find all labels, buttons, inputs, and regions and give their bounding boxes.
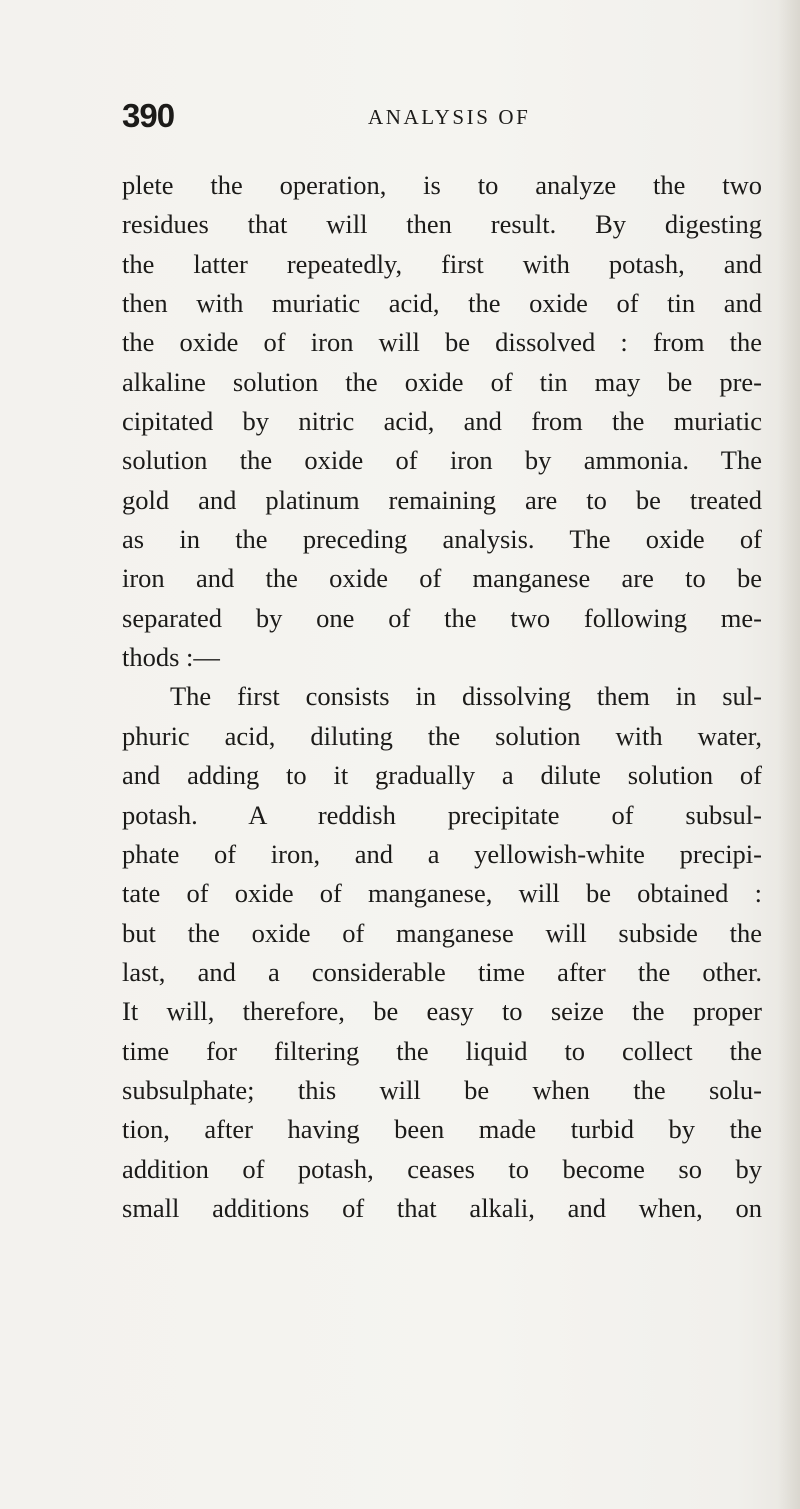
text-line: phuric acid, diluting the solution with water,: [122, 720, 762, 751]
page-number: 390: [122, 97, 175, 134]
body-text: [122, 166, 762, 1228]
text-line: thods :—: [122, 642, 220, 673]
text-line: tion, after having been made turbid by the: [122, 1114, 762, 1145]
text-line: but the oxide of manganese will subside the: [122, 917, 762, 948]
text-line: iron and the oxide of manganese are to be: [122, 563, 762, 594]
text-line: It will, therefore, be easy to seize the proper: [122, 996, 762, 1027]
text-line: plete the operation, is to analyze the two: [122, 170, 762, 200]
text-line: solution the oxide of iron by ammonia. The: [122, 445, 762, 476]
text-line: the oxide of iron will be dissolved : from the: [122, 327, 762, 358]
text-line: subsulphate; this will be when the solu-: [122, 1074, 762, 1105]
text-line: the latter repeatedly, first with potash, and: [122, 248, 762, 279]
text-line: alkaline solution the oxide of tin may be pre-: [122, 366, 762, 397]
text-line: then with muriatic acid, the oxide of tin and: [122, 288, 762, 319]
text-line: addition of potash, ceases to become so by: [122, 1153, 762, 1184]
page-edge-shadow: [778, 0, 800, 1509]
text-line: and adding to it gradually a dilute solution of: [122, 760, 762, 791]
text-line: potash. A reddish precipitate of subsul-: [122, 799, 762, 830]
text-line: residues that will then result. By digesting: [122, 209, 762, 240]
running-head: [122, 96, 762, 136]
running-title: ANALYSIS OF: [368, 105, 531, 129]
text-line: time for filtering the liquid to collect the: [122, 1035, 762, 1066]
text-line: cipitated by nitric acid, and from the muriatic: [122, 406, 762, 437]
text-line: gold and platinum remaining are to be treated: [122, 484, 762, 515]
text-line: as in the preceding analysis. The oxide of: [122, 524, 762, 555]
text-line: phate of iron, and a yellowish-white precipi-: [122, 838, 762, 869]
text-line: small additions of that alkali, and when, on: [122, 1192, 762, 1223]
text-line: last, and a considerable time after the other.: [122, 956, 762, 987]
text-line: The first consists in dissolving them in sul-: [170, 681, 762, 712]
text-line: tate of oxide of manganese, will be obtained :: [122, 878, 762, 909]
text-line: separated by one of the two following me-: [122, 602, 762, 633]
